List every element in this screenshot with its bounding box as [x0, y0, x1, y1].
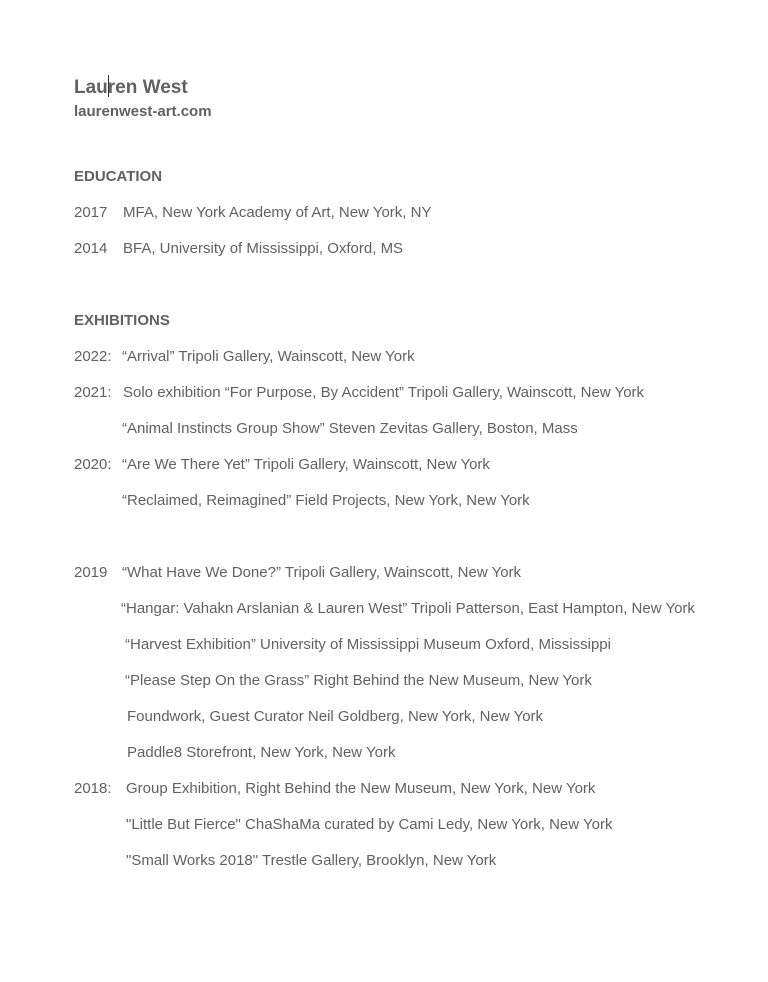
exhibition-text: “Harvest Exhibition” University of Mississippi Museum Oxford, Mississippi	[125, 636, 611, 653]
exhibition-text: "Small Works 2018" Trestle Gallery, Brooklyn, New York	[126, 852, 497, 869]
exhibition-text: Group Exhibition, Right Behind the New Museum, New York, New York	[126, 780, 596, 797]
exhibition-text: “Reclaimed, Reimagined” Field Projects, New York, New York	[122, 492, 530, 509]
name-part-2: ren West	[107, 77, 188, 98]
exhibition-text: “Arrival” Tripoli Gallery, Wainscott, New York	[122, 348, 415, 365]
exhibitions-heading: EXHIBITIONS	[74, 312, 170, 329]
exhibition-text: “Are We There Yet” Tripoli Gallery, Wainscott, New York	[122, 456, 490, 473]
exhibition-text: “Please Step On the Grass” Right Behind the New Museum, New York	[125, 672, 592, 689]
exhibition-text: Paddle8 Storefront, New York, New York	[127, 744, 396, 761]
education-year: 2017	[74, 204, 108, 221]
exhibition-year: 2018:	[74, 780, 112, 797]
exhibition-text: “What Have We Done?” Tripoli Gallery, Wainscott, New York	[122, 564, 522, 581]
exhibition-year: 2021:	[74, 384, 112, 401]
name-part-1: Lau	[74, 77, 108, 98]
education-heading: EDUCATION	[74, 168, 163, 185]
website[interactable]: laurenwest-art.com	[74, 103, 212, 120]
education-year: 2014	[74, 240, 108, 257]
exhibition-year: 2020:	[74, 456, 112, 473]
exhibition-year: 2022:	[74, 348, 112, 365]
document-page[interactable]	[74, 0, 768, 982]
exhibition-text: "Little But Fierce" ChaShaMa curated by Cami Ledy, New York, New York	[126, 816, 613, 833]
exhibition-text: “Hangar: Vahakn Arslanian & Lauren West” Tripoli Patterson, East Hampton, New York	[121, 600, 695, 617]
exhibition-text: Solo exhibition “For Purpose, By Accident” Tripoli Gallery, Wainscott, New York	[123, 384, 645, 401]
education-text: BFA, University of Mississippi, Oxford, MS	[123, 240, 404, 257]
artist-name[interactable]	[74, 75, 188, 100]
exhibition-text: Foundwork, Guest Curator Neil Goldberg, New York, New York	[127, 708, 544, 725]
exhibition-year: 2019	[74, 564, 108, 581]
exhibition-text: “Animal Instincts Group Show” Steven Zevitas Gallery, Boston, Mass	[122, 420, 578, 437]
education-text: MFA, New York Academy of Art, New York, NY	[123, 204, 432, 221]
